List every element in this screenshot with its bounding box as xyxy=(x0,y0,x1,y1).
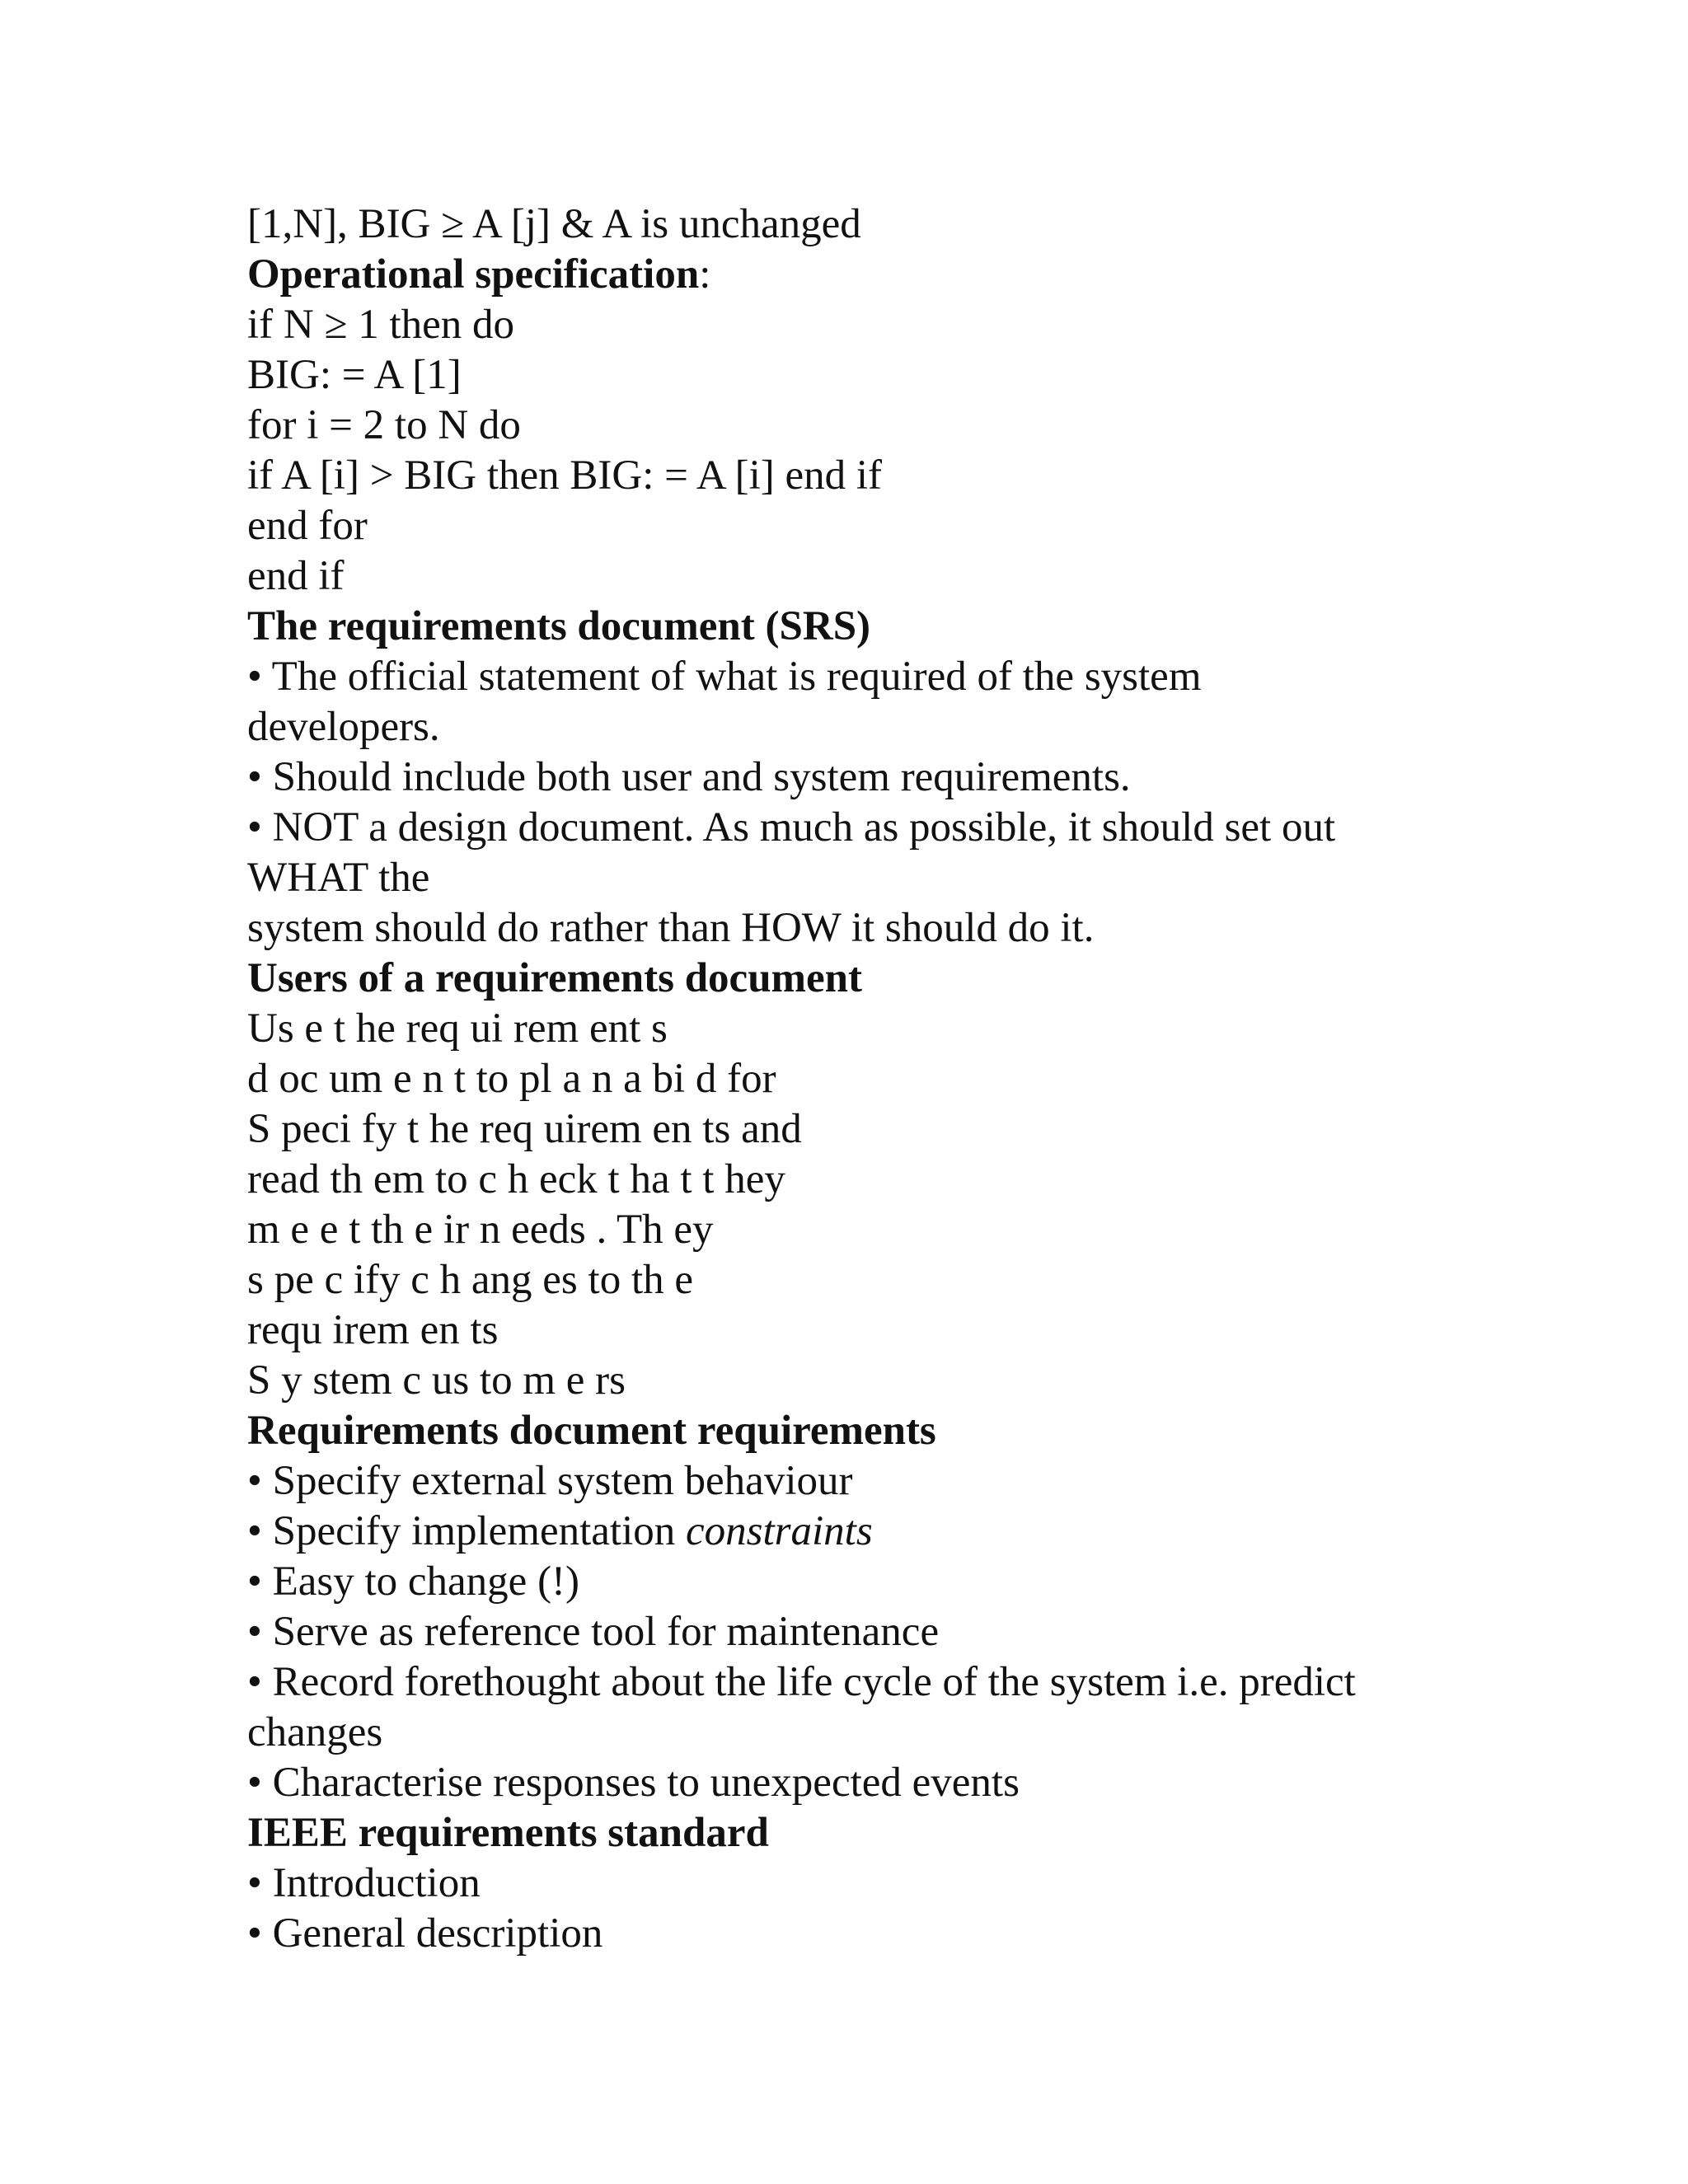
bullet-line: • Serve as reference tool for maintenance xyxy=(247,1609,940,1655)
document-body xyxy=(247,199,1451,1959)
spec-line-postcondition: [1,N], BIG ≥ A [j] & A is unchanged xyxy=(247,201,861,247)
heading-operational-specification xyxy=(247,250,1451,300)
text-line: WHAT the xyxy=(247,855,430,901)
bullet-line: • Easy to change (!) xyxy=(247,1558,580,1605)
text-line: system should do rather than HOW it should do it. xyxy=(247,905,1095,951)
bullet-line-constraints xyxy=(247,1507,1451,1557)
text-line: s pe c ify c h ang es to th e xyxy=(247,1257,694,1303)
heading-ieee-requirements-standard: IEEE requirements standard xyxy=(247,1810,769,1856)
code-line: if A [i] > BIG then BIG: = A [i] end if xyxy=(247,452,883,499)
bullet-line: • Should include both user and system requirements. xyxy=(247,754,1131,800)
bullet-line: • NOT a design document. As much as possible, it should set out xyxy=(247,804,1336,851)
heading-users-of-requirements-document: Users of a requirements document xyxy=(247,955,863,1001)
bullet-line: • Record forethought about the life cycle of the system i.e. predict xyxy=(247,1659,1356,1705)
text-line: S peci fy t he req uirem en ts and xyxy=(247,1106,802,1152)
bullet-line: • The official statement of what is required of the system xyxy=(247,654,1202,700)
bullet-line: • General description xyxy=(247,1910,603,1957)
text-line: S y stem c us to m e rs xyxy=(247,1357,626,1404)
heading-colon: : xyxy=(699,251,711,298)
text-line: developers. xyxy=(247,704,440,750)
bullet-line: • Specify external system behaviour xyxy=(247,1458,853,1504)
text-line: changes xyxy=(247,1709,383,1755)
bullet-line: • Introduction xyxy=(247,1860,481,1906)
text-line: m e e t th e ir n eeds . Th ey xyxy=(247,1207,714,1253)
heading-requirements-document: The requirements document (SRS) xyxy=(247,603,871,649)
text-line: d oc um e n t to pl a n a bi d for xyxy=(247,1056,776,1102)
text-line: Us e t he req ui rem ent s xyxy=(247,1005,668,1052)
text-line: requ irem en ts xyxy=(247,1307,499,1353)
bullet-line: • Characterise responses to unexpected events xyxy=(247,1760,1020,1806)
code-line: end if xyxy=(247,553,345,599)
code-line: end for xyxy=(247,503,368,549)
constraints-italic-text: constraints xyxy=(686,1508,873,1554)
heading-operational-specification-text: Operational specification xyxy=(247,251,700,298)
code-line: BIG: = A [1] xyxy=(247,352,462,398)
text-line: read th em to c h eck t ha t t hey xyxy=(247,1156,785,1202)
bullet-line-text: • Specify implementation xyxy=(247,1508,686,1554)
heading-requirements-document-requirements: Requirements document requirements xyxy=(247,1408,936,1454)
code-line: if N ≥ 1 then do xyxy=(247,302,515,348)
code-line: for i = 2 to N do xyxy=(247,402,521,448)
